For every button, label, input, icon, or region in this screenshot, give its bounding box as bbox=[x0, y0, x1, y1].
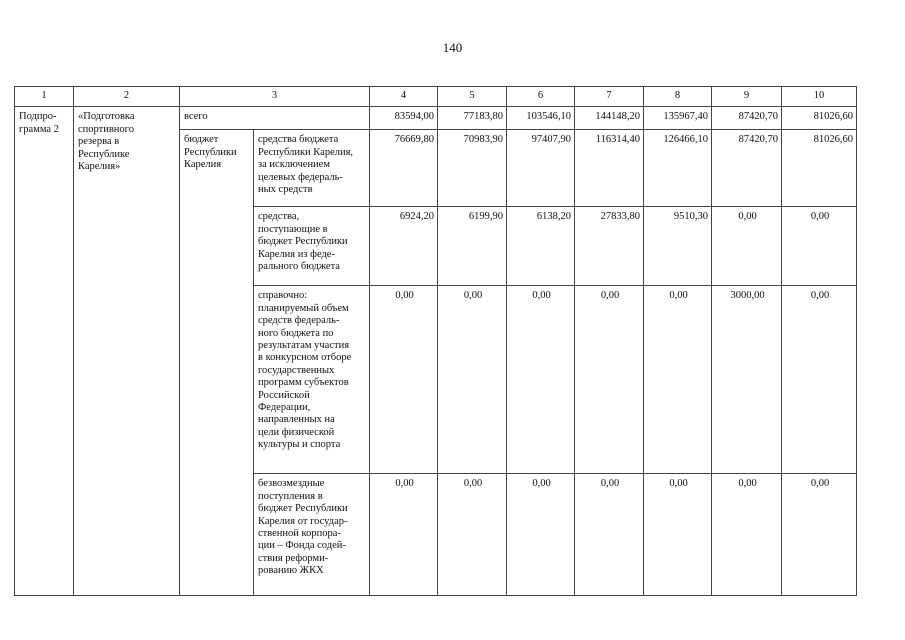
source-label: справочно: планируемый объем средств федераль- ного бюджета по результатам участия в конкурсном отборе государственных программ субъектов Российской Федерации, направленных на цели физической культуры и спорта bbox=[254, 286, 370, 474]
value-cell: 0,00 bbox=[782, 286, 857, 474]
value-cell: 126466,10 bbox=[644, 130, 712, 207]
header-cell: 4 bbox=[370, 87, 438, 107]
value-cell: 9510,30 bbox=[644, 207, 712, 286]
header-cell: 3 bbox=[180, 87, 370, 107]
value-cell: 6924,20 bbox=[370, 207, 438, 286]
total-label: всего bbox=[180, 107, 370, 130]
value-cell: 27833,80 bbox=[575, 207, 644, 286]
value-cell: 0,00 bbox=[712, 207, 782, 286]
header-cell: 6 bbox=[507, 87, 575, 107]
value-cell: 70983,90 bbox=[438, 130, 507, 207]
header-cell: 1 bbox=[15, 87, 74, 107]
header-cell: 2 bbox=[74, 87, 180, 107]
value-cell: 0,00 bbox=[644, 474, 712, 596]
value-cell: 0,00 bbox=[782, 207, 857, 286]
program-label: Подпро- грамма 2 bbox=[15, 107, 74, 596]
total-row bbox=[15, 107, 857, 130]
header-cell: 8 bbox=[644, 87, 712, 107]
total-value: 144148,20 bbox=[575, 107, 644, 130]
value-cell: 87420,70 bbox=[712, 130, 782, 207]
header-cell: 10 bbox=[782, 87, 857, 107]
value-cell: 0,00 bbox=[644, 286, 712, 474]
budget-table bbox=[14, 86, 857, 596]
page-number: 140 bbox=[442, 40, 463, 55]
value-cell: 76669,80 bbox=[370, 130, 438, 207]
value-cell: 0,00 bbox=[507, 286, 575, 474]
total-value: 77183,80 bbox=[438, 107, 507, 130]
total-value: 103546,10 bbox=[507, 107, 575, 130]
source-label: средства бюджета Республики Карелия, за исключением целевых федераль- ных средств bbox=[254, 130, 370, 207]
value-cell: 116314,40 bbox=[575, 130, 644, 207]
total-value: 135967,40 bbox=[644, 107, 712, 130]
header-cell: 5 bbox=[438, 87, 507, 107]
value-cell: 0,00 bbox=[782, 474, 857, 596]
value-cell: 97407,90 bbox=[507, 130, 575, 207]
value-cell: 0,00 bbox=[370, 474, 438, 596]
value-cell: 0,00 bbox=[438, 474, 507, 596]
value-cell: 0,00 bbox=[712, 474, 782, 596]
header-cell: 9 bbox=[712, 87, 782, 107]
header-row bbox=[15, 87, 857, 107]
value-cell: 0,00 bbox=[575, 474, 644, 596]
program-name: «Подготовка спортивного резерва в Республике Карелия» bbox=[74, 107, 180, 596]
value-cell: 0,00 bbox=[370, 286, 438, 474]
value-cell: 0,00 bbox=[438, 286, 507, 474]
value-cell: 6199,90 bbox=[438, 207, 507, 286]
total-value: 81026,60 bbox=[782, 107, 857, 130]
value-cell: 3000,00 bbox=[712, 286, 782, 474]
source-label: средства, поступающие в бюджет Республики Карелия из феде- рального бюджета bbox=[254, 207, 370, 286]
source-label: безвозмездные поступления в бюджет Республики Карелия от государ- ственной корпора- ции – Фонда содей- ствия реформи- рованию ЖКХ bbox=[254, 474, 370, 596]
total-value: 87420,70 bbox=[712, 107, 782, 130]
value-cell: 81026,60 bbox=[782, 130, 857, 207]
value-cell: 6138,20 bbox=[507, 207, 575, 286]
value-cell: 0,00 bbox=[575, 286, 644, 474]
value-cell: 0,00 bbox=[507, 474, 575, 596]
header-cell: 7 bbox=[575, 87, 644, 107]
total-value: 83594,00 bbox=[370, 107, 438, 130]
budget-group-label: бюджет Республики Карелия bbox=[180, 130, 254, 596]
